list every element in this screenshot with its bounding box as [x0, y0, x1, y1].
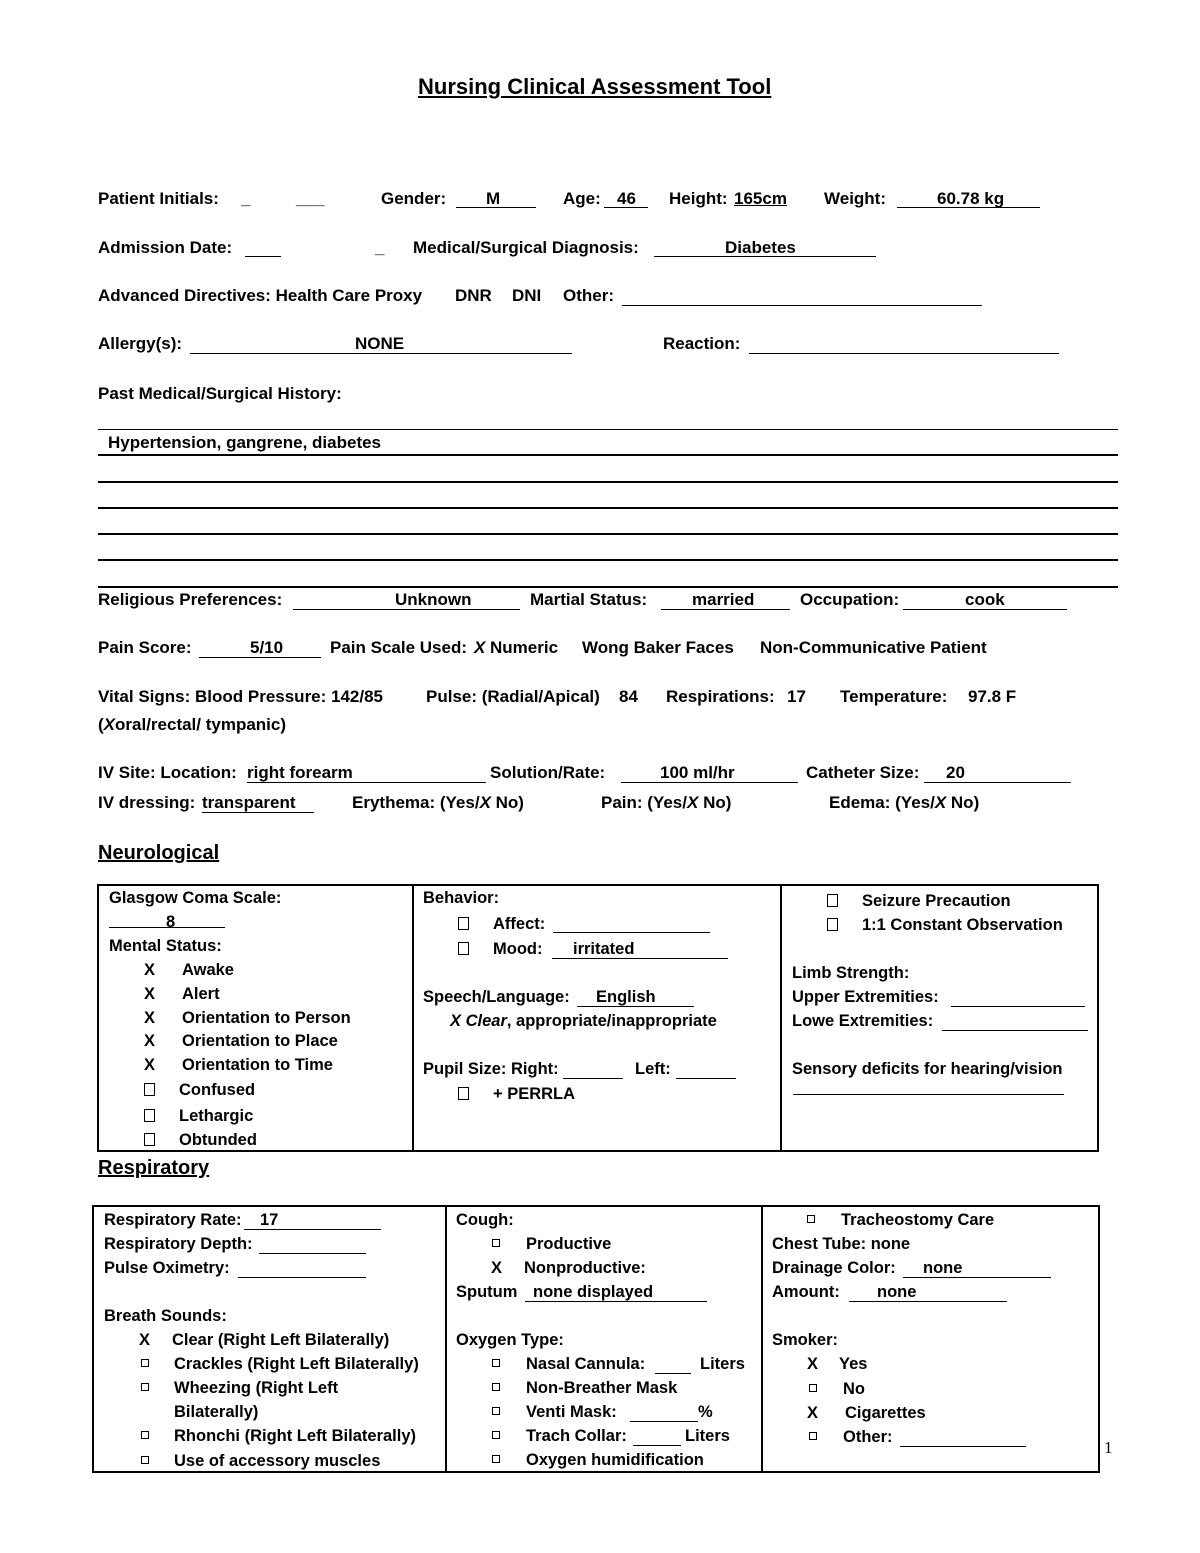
respirations-value: 17: [787, 687, 806, 706]
erythema-label: Erythema: (Yes/: [352, 793, 480, 812]
iv-solution-label: Solution/Rate:: [490, 763, 606, 782]
iv-pain: [601, 792, 731, 814]
nasal-cannula-field[interactable]: [655, 1373, 691, 1374]
mental-item-mark: X: [144, 1009, 156, 1027]
smoker-yes-mark: X: [807, 1355, 819, 1373]
admission-date-label: Admission Date:: [98, 238, 233, 257]
admission-date-blank: _: [375, 238, 385, 257]
page-number: 1: [1104, 1438, 1113, 1457]
height-label: Height:: [669, 189, 728, 208]
directive-dni[interactable]: DNI: [512, 286, 542, 305]
temp-route-mark: X: [103, 715, 116, 734]
sputum-value: none displayed: [533, 1283, 654, 1301]
directives-label: Advanced Directives: Health Care Proxy: [98, 286, 423, 305]
resp-rate-value: 17: [260, 1211, 279, 1229]
smoker-yes-label[interactable]: Yes: [839, 1355, 868, 1373]
trach-liters-label: Liters: [685, 1427, 730, 1445]
occupation-label: Occupation:: [800, 590, 900, 609]
iv-pain-mark: X: [686, 793, 699, 812]
mental-item-confused[interactable]: Confused: [179, 1081, 256, 1099]
erythema-mark: X: [479, 793, 491, 812]
checkbox-icon[interactable]: [144, 1109, 155, 1122]
weight-label: Weight:: [824, 189, 887, 208]
upper-extremities-label: Upper Extremities:: [792, 988, 939, 1006]
affect-label: Affect:: [493, 915, 546, 933]
neuro-table: [97, 884, 1099, 1152]
breath-item-crackles[interactable]: Crackles (Right Left Bilaterally): [174, 1355, 419, 1373]
checkbox-icon[interactable]: [827, 894, 838, 907]
reaction-field[interactable]: [749, 353, 1059, 354]
mental-item-lethargic[interactable]: Lethargic: [179, 1107, 254, 1125]
mental-item-alert[interactable]: Alert: [182, 985, 220, 1003]
non-breather-label[interactable]: Non-Breather Mask: [526, 1379, 678, 1397]
lower-extremities-label: Lowe Extremities:: [792, 1012, 934, 1030]
pain-scale-wong[interactable]: Wong Baker Faces: [582, 638, 734, 657]
pupil-right-label: Pupil Size: Right:: [423, 1060, 559, 1078]
marital-value: married: [692, 590, 755, 609]
checkbox-icon[interactable]: [144, 1133, 155, 1146]
affect-field[interactable]: [553, 932, 710, 933]
smoker-no-label[interactable]: No: [843, 1380, 865, 1398]
respirations-label: Respirations:: [666, 687, 775, 706]
checkbox-icon[interactable]: [141, 1456, 149, 1464]
weight-value: 60.78 kg: [937, 189, 1005, 208]
erythema-no: No): [495, 793, 524, 812]
iv-catheter-value: 20: [946, 763, 965, 782]
checkbox-icon[interactable]: [492, 1431, 500, 1439]
nasal-liters-label: Liters: [700, 1355, 745, 1373]
productive-label[interactable]: Productive: [526, 1235, 612, 1253]
checkbox-icon[interactable]: [492, 1383, 500, 1391]
mental-status-label: Mental Status:: [109, 937, 222, 955]
iv-solution-value: 100 ml/hr: [660, 763, 735, 782]
checkbox-icon[interactable]: [141, 1383, 149, 1391]
history-value: Hypertension, gangrene, diabetes: [108, 433, 382, 452]
directives-other-field[interactable]: [622, 305, 982, 306]
iv-catheter-label: Catheter Size:: [806, 763, 920, 782]
breath-item-clear[interactable]: Clear (Right Left Bilaterally): [172, 1331, 390, 1349]
iv-site-label: IV Site: Location:: [98, 763, 237, 782]
checkbox-icon[interactable]: [458, 1087, 469, 1100]
drainage-color-label: Drainage Color:: [772, 1259, 896, 1277]
marital-label: Martial Status:: [530, 590, 648, 609]
religious-label: Religious Preferences:: [98, 590, 283, 609]
mental-item-obtunded[interactable]: Obtunded: [179, 1131, 257, 1149]
edema-no: No): [950, 793, 980, 812]
gcs-label: Glasgow Coma Scale:: [109, 889, 282, 907]
iv-pain-no: No): [703, 793, 732, 812]
resp-rate-label: Respiratory Rate:: [104, 1211, 242, 1229]
checkbox-icon[interactable]: [144, 1083, 155, 1096]
sputum-label: Sputum: [456, 1283, 518, 1301]
checkbox-icon[interactable]: [807, 1215, 815, 1223]
diagnosis-label: Medical/Surgical Diagnosis:: [413, 238, 639, 257]
age-value: 46: [617, 189, 636, 208]
pain-scale-numeric[interactable]: Numeric: [490, 638, 559, 657]
speech-clear-mark: X Clear: [450, 1012, 507, 1030]
iv-dressing-value: transparent: [202, 793, 296, 812]
nonproductive-mark: X: [491, 1259, 503, 1277]
directive-dnr[interactable]: DNR: [455, 286, 492, 305]
directives-other-label: Other:: [563, 286, 614, 305]
mental-item-mark: X: [144, 985, 156, 1003]
height-value: 165cm: [734, 189, 787, 208]
breath-item-mark: X: [139, 1331, 151, 1349]
speech-clarity: [450, 1010, 717, 1032]
cough-label: Cough:: [456, 1211, 514, 1229]
pain-scale-mark: X: [474, 638, 486, 657]
checkbox-icon[interactable]: [492, 1359, 500, 1367]
age-label: Age:: [563, 189, 601, 208]
cigarettes-mark: X: [807, 1404, 819, 1422]
pain-score-value: 5/10: [250, 638, 284, 657]
pulse-oximetry-label: Pulse Oximetry:: [104, 1259, 230, 1277]
checkbox-icon[interactable]: [458, 917, 469, 930]
mood-label: Mood:: [493, 940, 543, 958]
checkbox-icon[interactable]: [141, 1359, 149, 1367]
breath-item-accessory-muscles[interactable]: Use of accessory muscles: [174, 1452, 381, 1470]
smoker-label: Smoker:: [772, 1331, 839, 1349]
sensory-deficits-label: Sensory deficits for hearing/vision: [792, 1060, 1063, 1078]
page-title: Nursing Clinical Assessment Tool: [418, 74, 772, 99]
edema-label: Edema: (Yes/: [829, 793, 935, 812]
allergy-value: NONE: [355, 334, 405, 353]
speech-value: English: [596, 988, 656, 1006]
mental-item-orientation-person[interactable]: Orientation to Person: [182, 1009, 351, 1027]
checkbox-icon[interactable]: [827, 918, 838, 931]
checkbox-icon[interactable]: [492, 1407, 500, 1415]
seizure-precaution-label: Seizure Precaution: [862, 892, 1011, 910]
nonproductive-label[interactable]: Nonproductive:: [524, 1259, 646, 1277]
mental-item-orientation-time[interactable]: Orientation to Time: [182, 1056, 333, 1074]
speech-clear-options: , appropriate/inappropriate: [506, 1012, 717, 1030]
nasal-cannula-label: Nasal Cannula:: [526, 1355, 646, 1373]
sensory-deficits-field[interactable]: [793, 1094, 1064, 1095]
breath-item-wheezing-cont: Bilaterally): [174, 1403, 259, 1421]
upper-extremities-field[interactable]: [951, 1006, 1085, 1007]
constant-observation-label: 1:1 Constant Observation: [862, 916, 1063, 934]
oxygen-humidification-label[interactable]: Oxygen humidification: [526, 1451, 704, 1469]
gcs-value: 8: [166, 913, 176, 931]
pupil-left-label: Left:: [635, 1060, 671, 1078]
religious-value: Unknown: [395, 590, 472, 609]
tracheostomy-care-label[interactable]: Tracheostomy Care: [841, 1211, 995, 1229]
checkbox-icon[interactable]: [141, 1431, 149, 1439]
chest-tube-label: Chest Tube: none: [772, 1235, 911, 1253]
resp-heading: Respiratory: [98, 1157, 210, 1179]
pulse-label: Pulse: (Radial/Apical): [426, 687, 600, 706]
gender-value: M: [486, 189, 501, 208]
erythema: [352, 792, 524, 814]
limb-strength-label: Limb Strength:: [792, 964, 910, 982]
history-label: Past Medical/Surgical History:: [98, 384, 342, 403]
mental-item-mark: X: [144, 1032, 156, 1050]
pulse-value: 84: [619, 687, 638, 706]
checkbox-icon[interactable]: [809, 1384, 817, 1392]
pain-scale-noncomm[interactable]: Non-Communicative Patient: [760, 638, 987, 657]
neuro-heading: Neurological: [98, 842, 220, 864]
breath-item-wheezing[interactable]: Wheezing (Right Left: [174, 1379, 339, 1397]
pulse-oximetry-field[interactable]: [238, 1277, 366, 1278]
temp-route-open: (: [98, 715, 104, 734]
edema-mark: X: [934, 793, 947, 812]
mental-item-mark: X: [144, 1056, 156, 1074]
cigarettes-label[interactable]: Cigarettes: [845, 1404, 926, 1422]
allergy-label: Allergy(s):: [98, 334, 183, 353]
trach-collar-label: Trach Collar:: [526, 1427, 627, 1445]
breath-item-rhonchi[interactable]: Rhonchi (Right Left Bilaterally): [174, 1427, 417, 1445]
reaction-label: Reaction:: [663, 334, 741, 353]
smoker-other-label: Other:: [843, 1428, 893, 1446]
bp-value: 142/85: [331, 687, 383, 706]
drainage-color-value: none: [923, 1259, 963, 1277]
iv-dressing-label: IV dressing:: [98, 793, 196, 812]
temperature-label: Temperature:: [840, 687, 948, 706]
pain-scale-label: Pain Scale Used:: [330, 638, 468, 657]
speech-label: Speech/Language:: [423, 988, 570, 1006]
temp-route: [98, 714, 286, 736]
checkbox-icon[interactable]: [492, 1239, 500, 1247]
lower-extremities-field[interactable]: [942, 1030, 1088, 1031]
temperature-value: 97.8 F: [968, 687, 1017, 706]
iv-pain-label: Pain: (Yes/: [601, 793, 687, 812]
amount-label: Amount:: [772, 1283, 840, 1301]
diagnosis-value: Diabetes: [725, 238, 796, 257]
checkbox-icon[interactable]: [458, 942, 469, 955]
resp-table: [92, 1205, 1100, 1473]
venti-mask-label: Venti Mask:: [526, 1403, 617, 1421]
checkbox-icon[interactable]: [809, 1432, 817, 1440]
bp-label: Vital Signs: Blood Pressure:: [98, 687, 327, 706]
resp-depth-field[interactable]: [259, 1253, 366, 1254]
pain-score-label: Pain Score:: [98, 638, 192, 657]
occupation-value: cook: [965, 590, 1005, 609]
pupil-right-field[interactable]: [563, 1078, 623, 1079]
oxygen-type-label: Oxygen Type:: [456, 1331, 564, 1349]
iv-site-value: right forearm: [247, 763, 353, 782]
amount-value: none: [877, 1283, 917, 1301]
perrla-label: + PERRLA: [493, 1085, 576, 1103]
gender-label: Gender:: [381, 189, 447, 208]
resp-depth-label: Respiratory Depth:: [104, 1235, 253, 1253]
checkbox-icon[interactable]: [492, 1455, 500, 1463]
mental-item-mark: X: [144, 961, 156, 979]
patient-initials-label: Patient Initials:: [98, 189, 219, 208]
venti-mask-field[interactable]: [630, 1421, 698, 1422]
mood-value: irritated: [573, 940, 635, 958]
behavior-label: Behavior:: [423, 889, 500, 907]
pupil-left-field[interactable]: [676, 1078, 736, 1079]
mental-item-orientation-place[interactable]: Orientation to Place: [182, 1032, 338, 1050]
breath-sounds-label: Breath Sounds:: [104, 1307, 227, 1325]
edema: [829, 792, 979, 814]
smoker-other-field[interactable]: [900, 1446, 1026, 1447]
mental-item-awake[interactable]: Awake: [182, 961, 234, 979]
temp-route-options: oral/rectal/ tympanic): [115, 715, 287, 734]
trach-collar-field[interactable]: [633, 1445, 681, 1446]
patient-initials-blank-1: _: [241, 189, 251, 208]
venti-percent-label: %: [698, 1403, 713, 1421]
patient-initials-blank-2: ___: [296, 189, 325, 208]
